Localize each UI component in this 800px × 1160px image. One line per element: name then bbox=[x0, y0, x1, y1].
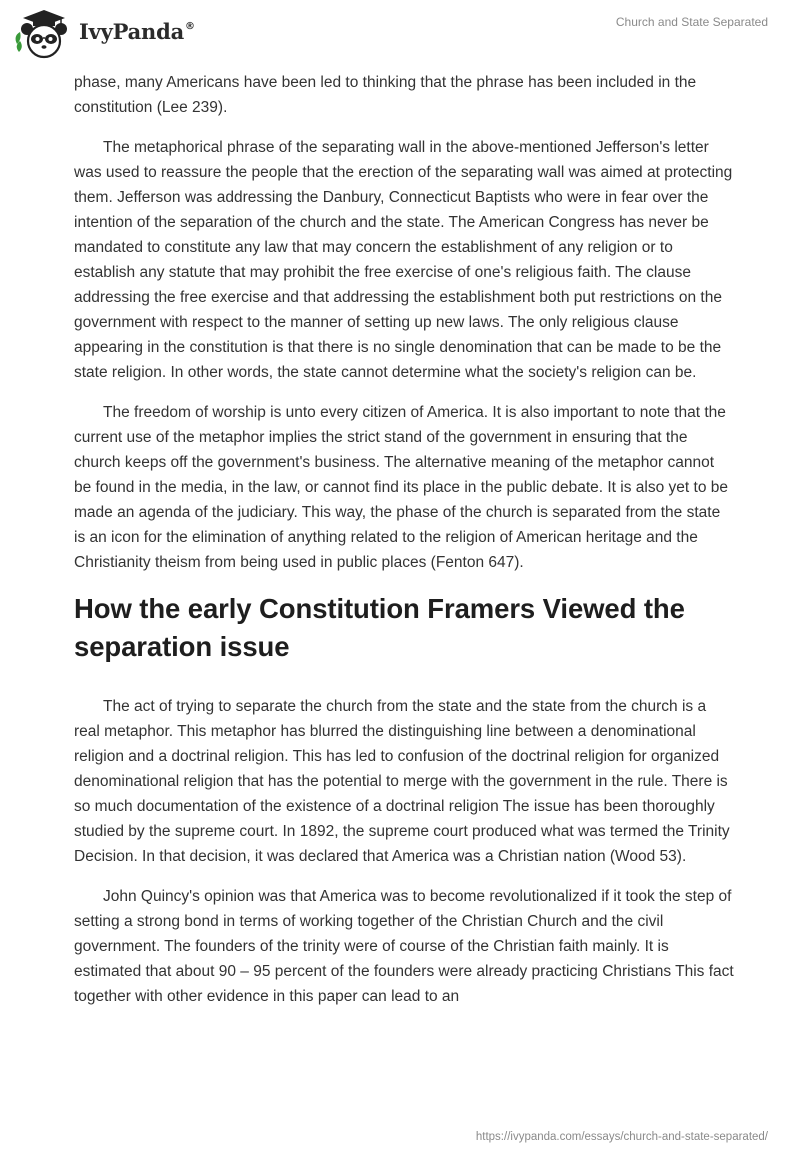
footer-source-url[interactable]: https://ivypanda.com/essays/church-and-state-separated/ bbox=[475, 1131, 768, 1143]
paragraph: The act of trying to separate the church from the state and the state from the church is a real metaphor. This metaphor has blurred the distinguishing line between a denominational religion and a doctrinal religion. This has led to confusion of the doctrinal religion for organized denominational religion that has the potential to merge with the government in the rule. There is so much documentation of the existence of a doctrinal religion The issue has been thoroughly studied by the supreme court. In 1892, the supreme court produced what was termed the Trinity Decision. In that decision, it was declared that America was a Christian nation (Wood 53). bbox=[74, 698, 730, 865]
brand-name[interactable]: IvyPanda® bbox=[79, 19, 195, 44]
paragraph: The freedom of worship is unto every citizen of America. It is also important to note that the current use of the metaphor implies the strict stand of the government in ensuring that the church keeps off the government's business. The alternative meaning of the metaphor cannot be found in the media, in the law, or cannot find its place in the public debate. It is also yet to be made an agenda of the judiciary. This way, the phase of the church is separated from the state is an icon for the elimination of anything related to the religion of American heritage and the Christianity theism from being used in public places (Fenton 647). bbox=[74, 404, 728, 571]
section-heading: How the early Constitution Framers Viewed the separation issue bbox=[74, 593, 685, 662]
ivypanda-logo-icon[interactable] bbox=[13, 8, 73, 60]
paragraph: The metaphorical phrase of the separating wall in the above-mentioned Jefferson's letter was used to reassure the people that the erection of the separating wall was aimed at protecting them. Jefferson was addressing the Danbury, Connecticut Baptists who were in fear over the intention of the separation of the church and the state. The American Congress has never be mandated to constitute any law that may concern the establishment of any religion or to establish any statute that may prohibit the free exercise of one's religious faith. The clause addressing the free exercise and that addressing the establishment both put restrictions on the government with respect to the manner of setting up new laws. The only religious clause appearing in the constitution is that there is no single denomination that can be made to be the state religion. In other words, the state cannot determine what the society's religion can be. bbox=[74, 139, 733, 381]
essay-content bbox=[74, 70, 734, 1024]
trademark-symbol: ® bbox=[185, 21, 195, 32]
paragraph: John Quincy's opinion was that America was to become revolutionalized if it took the step of setting a strong bond in terms of working together of the Christian Church and the civil government. The founders of the trinity were of course of the Christian faith mainly. It is estimated that about 90 – 95 percent of the founders were already practicing Christians This fact together with other evidence in this paper can lead to an bbox=[74, 888, 734, 1005]
page-header bbox=[0, 0, 800, 70]
running-title: Church and State Separated bbox=[615, 15, 768, 29]
paragraph-continued: phase, many Americans have been led to thinking that the phrase has been included in the constitution (Lee 239). bbox=[74, 74, 697, 116]
